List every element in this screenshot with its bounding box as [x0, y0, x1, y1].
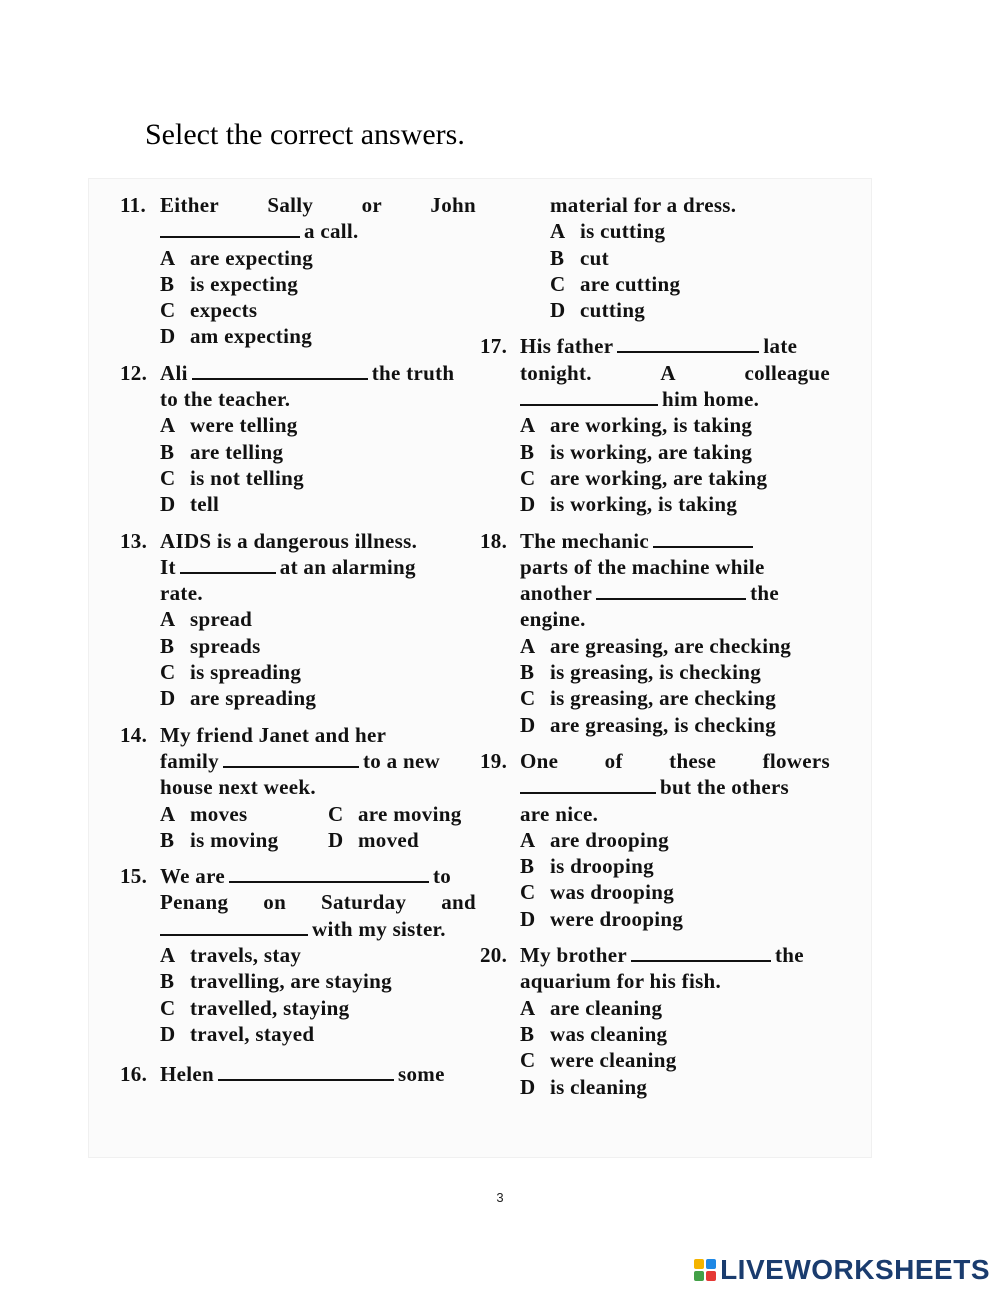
question-17: [480, 333, 870, 517]
answer-blank[interactable]: [229, 863, 429, 883]
stem-word: colleague: [744, 360, 830, 385]
question-number: 15.: [120, 864, 148, 889]
option-text: is expecting: [190, 271, 299, 296]
liveworksheets-logo[interactable]: [694, 1254, 990, 1286]
option-text: is drooping: [550, 854, 654, 879]
answer-blank[interactable]: [160, 218, 300, 238]
stem-text: another: [520, 581, 593, 606]
option-b[interactable]: [120, 271, 500, 297]
option-text: are cutting: [580, 271, 681, 296]
option-letter: D: [520, 906, 536, 931]
option-text: travels, stay: [190, 943, 302, 968]
answer-blank[interactable]: [192, 360, 368, 380]
option-letter: D: [550, 298, 566, 323]
answer-blank[interactable]: [631, 942, 771, 962]
option-text: spread: [190, 607, 253, 632]
option-d[interactable]: [480, 491, 870, 517]
option-row: [120, 827, 500, 853]
left-column: [120, 192, 500, 1098]
option-letter: D: [520, 1074, 536, 1099]
stem-text: family: [160, 748, 219, 773]
stem-word: Saturday: [321, 890, 407, 915]
stem-text: We are: [160, 864, 225, 889]
answer-blank[interactable]: [160, 916, 308, 936]
question-15: [120, 863, 500, 1047]
option-a[interactable]: [510, 218, 870, 244]
stem-text: some: [398, 1062, 445, 1087]
option-text: are telling: [190, 439, 284, 464]
option-letter: A: [160, 607, 176, 632]
question-11: [120, 192, 500, 350]
stem-word: John: [430, 193, 476, 217]
answer-blank[interactable]: [520, 774, 656, 794]
logo-square: [706, 1259, 716, 1269]
option-b[interactable]: [480, 853, 870, 879]
option-letter: C: [550, 271, 566, 296]
option-letter: D: [160, 492, 176, 517]
option-c[interactable]: [328, 802, 462, 826]
option-letter: C: [520, 465, 536, 490]
answer-blank[interactable]: [617, 333, 759, 353]
option-letter: C: [328, 801, 344, 826]
question-number: 18.: [480, 528, 508, 553]
option-letter: D: [520, 492, 536, 517]
option-letter: A: [520, 413, 536, 438]
stem-text: My brother: [520, 943, 628, 968]
stem-text: at an alarming: [279, 554, 416, 579]
option-letter: B: [160, 271, 175, 296]
option-d[interactable]: [510, 297, 870, 323]
logo-square: [706, 1271, 716, 1281]
option-c[interactable]: [480, 879, 870, 905]
option-a[interactable]: [480, 995, 870, 1021]
option-d[interactable]: [120, 491, 500, 517]
stem-text: but the others: [660, 775, 790, 800]
question-20: [480, 942, 870, 1100]
answer-blank[interactable]: [520, 386, 658, 406]
option-c[interactable]: [120, 995, 500, 1021]
option-letter: A: [550, 219, 566, 244]
option-d[interactable]: [120, 1021, 500, 1047]
option-text: was drooping: [550, 880, 675, 905]
option-d[interactable]: [120, 685, 500, 711]
stem-text: aquarium for his fish.: [520, 969, 722, 994]
option-letter: B: [160, 439, 175, 464]
option-c[interactable]: [480, 1047, 870, 1073]
stem-text: Ali: [160, 360, 188, 385]
stem-text: engine.: [520, 607, 586, 632]
option-text: were cleaning: [550, 1048, 677, 1073]
option-letter: C: [520, 686, 536, 711]
stem-text: him home.: [662, 387, 760, 412]
stem-text: to the teacher.: [160, 387, 291, 412]
option-text: is cutting: [580, 219, 666, 244]
option-letter: A: [520, 633, 536, 658]
stem-word: A: [660, 360, 676, 385]
option-text: are greasing, is checking: [550, 712, 777, 737]
option-b[interactable]: [510, 245, 870, 271]
logo-square: [694, 1271, 704, 1281]
option-letter: A: [520, 995, 536, 1020]
stem-word: tonight.: [520, 360, 592, 385]
option-letter: A: [520, 827, 536, 852]
stem-text: Helen: [160, 1062, 214, 1087]
brand-name: LIVEWORKSHEETS: [720, 1254, 990, 1285]
question-number: 16.: [120, 1062, 148, 1087]
question-19: [480, 748, 870, 932]
option-c[interactable]: [510, 271, 870, 297]
question-18: [480, 528, 870, 738]
option-letter: C: [160, 465, 176, 490]
option-text: cut: [580, 245, 609, 270]
option-letter: B: [160, 969, 175, 994]
option-letter: C: [520, 880, 536, 905]
option-letter: D: [160, 1021, 176, 1046]
stem-word: Either: [160, 193, 219, 217]
option-a[interactable]: [480, 633, 870, 659]
option-c[interactable]: [480, 685, 870, 711]
question-number: 12.: [120, 360, 148, 385]
stem-word: of: [604, 748, 623, 773]
option-letter: A: [160, 801, 176, 826]
option-text: are working, is taking: [550, 413, 753, 438]
option-text: am expecting: [190, 324, 312, 349]
stem-text: AIDS is a dangerous illness.: [160, 528, 418, 553]
answer-blank[interactable]: [653, 528, 753, 548]
option-text: cutting: [580, 298, 646, 323]
answer-blank[interactable]: [596, 580, 746, 600]
option-text: is spreading: [190, 660, 302, 685]
answer-blank[interactable]: [223, 748, 359, 768]
instruction-heading: Select the correct answers.: [145, 118, 465, 151]
option-text: were telling: [190, 413, 298, 438]
option-b[interactable]: [120, 439, 500, 465]
option-text: was cleaning: [550, 1021, 668, 1046]
stem-text: house next week.: [160, 775, 316, 800]
option-c[interactable]: [120, 465, 500, 491]
option-letter: C: [160, 298, 176, 323]
option-letter: B: [520, 439, 535, 464]
stem-text: parts of the machine while: [520, 554, 765, 579]
question-12: [120, 360, 500, 518]
scanned-worksheet: [88, 178, 872, 1158]
option-letter: D: [160, 686, 176, 711]
option-letter: A: [160, 245, 176, 270]
stem-word: these: [669, 748, 717, 773]
option-text: were drooping: [550, 906, 684, 931]
option-letter: A: [160, 943, 176, 968]
stem-text: material for a dress.: [550, 193, 737, 217]
stem-text: the truth: [371, 360, 455, 385]
option-text: spreads: [190, 633, 261, 658]
option-letter: B: [520, 1021, 535, 1046]
stem-word: flowers: [762, 748, 830, 773]
stem-text: a call.: [304, 219, 359, 244]
stem-word: or: [361, 193, 383, 217]
option-letter: D: [520, 712, 536, 737]
stem-word: Penang: [160, 890, 229, 915]
stem-text: with my sister.: [312, 916, 446, 941]
question-16: [120, 1061, 500, 1087]
option-a[interactable]: [120, 606, 500, 632]
option-text: are expecting: [190, 245, 314, 270]
option-text: is working, is taking: [550, 492, 738, 517]
question-number: 17.: [480, 334, 508, 359]
stem-text: the: [775, 943, 804, 968]
option-b[interactable]: [160, 827, 328, 853]
stem-word: Sally: [267, 193, 314, 217]
option-letter: C: [160, 995, 176, 1020]
option-letter: B: [160, 633, 175, 658]
right-column: [480, 192, 870, 1110]
question-14: [120, 722, 500, 853]
option-letter: B: [550, 245, 565, 270]
option-letter: C: [160, 660, 176, 685]
option-d[interactable]: [480, 906, 870, 932]
option-a[interactable]: [120, 942, 500, 968]
page-number: 3: [496, 1190, 504, 1205]
option-text: expects: [190, 298, 258, 323]
option-text: are cleaning: [550, 995, 663, 1020]
option-text: are moving: [358, 801, 462, 826]
option-b[interactable]: [120, 633, 500, 659]
option-d[interactable]: [480, 712, 870, 738]
stem-text: rate.: [160, 581, 203, 606]
option-c[interactable]: [120, 659, 500, 685]
stem-text: My friend Janet and her: [160, 722, 387, 747]
option-text: tell: [190, 492, 220, 517]
question-number: 19.: [480, 748, 508, 773]
question-number: 14.: [120, 722, 148, 747]
stem-text: the: [750, 581, 779, 606]
stem-word: on: [263, 890, 287, 915]
option-d[interactable]: [120, 323, 500, 349]
option-text: are spreading: [190, 686, 317, 711]
option-text: travel, stayed: [190, 1021, 315, 1046]
stem-text: to a new: [362, 748, 441, 773]
option-text: travelling, are staying: [190, 969, 392, 994]
stem-text: It: [160, 554, 176, 579]
option-d[interactable]: [480, 1074, 870, 1100]
option-letter: D: [160, 324, 176, 349]
option-a[interactable]: [120, 245, 500, 271]
option-a[interactable]: [480, 827, 870, 853]
spacer: [510, 192, 550, 218]
option-text: moves: [190, 801, 248, 826]
option-text: is cleaning: [550, 1074, 648, 1099]
option-text: are drooping: [550, 827, 669, 852]
option-b[interactable]: [480, 659, 870, 685]
question-number: 20.: [480, 943, 508, 968]
option-text: is moving: [190, 827, 279, 852]
question-number: 11.: [120, 193, 146, 217]
option-b[interactable]: [480, 439, 870, 465]
answer-blank[interactable]: [218, 1061, 394, 1081]
option-text: moved: [358, 827, 419, 852]
option-text: is greasing, are checking: [550, 686, 777, 711]
option-letter: C: [520, 1048, 536, 1073]
stem-text: are nice.: [520, 801, 599, 826]
stem-text: to: [432, 864, 452, 889]
stem-text: The mechanic: [520, 528, 650, 553]
option-text: are greasing, are checking: [550, 633, 792, 658]
stem-word: and: [441, 890, 476, 915]
stem-text: His father: [520, 334, 614, 359]
option-text: travelled, staying: [190, 995, 350, 1020]
option-letter: D: [328, 827, 344, 852]
question-13: [120, 528, 500, 712]
option-a[interactable]: [120, 412, 500, 438]
logo-grid-icon: [694, 1259, 716, 1281]
option-d[interactable]: [328, 828, 419, 852]
option-text: is not telling: [190, 465, 304, 490]
option-letter: B: [160, 827, 175, 852]
option-text: is greasing, is checking: [550, 660, 761, 685]
option-letter: B: [520, 854, 535, 879]
option-c[interactable]: [480, 465, 870, 491]
logo-square: [694, 1259, 704, 1269]
question-number: 13.: [120, 528, 148, 553]
option-b[interactable]: [480, 1021, 870, 1047]
option-text: is working, are taking: [550, 439, 753, 464]
option-c[interactable]: [120, 297, 500, 323]
option-text: are working, are taking: [550, 465, 768, 490]
stem-text: late: [763, 334, 798, 359]
option-row: [120, 801, 500, 827]
question-16-continued: [510, 192, 870, 323]
option-letter: B: [520, 660, 535, 685]
option-a[interactable]: [480, 412, 870, 438]
option-b[interactable]: [120, 968, 500, 994]
stem-word: One: [520, 748, 559, 773]
option-a[interactable]: [160, 801, 328, 827]
answer-blank[interactable]: [180, 554, 276, 574]
option-letter: A: [160, 413, 176, 438]
